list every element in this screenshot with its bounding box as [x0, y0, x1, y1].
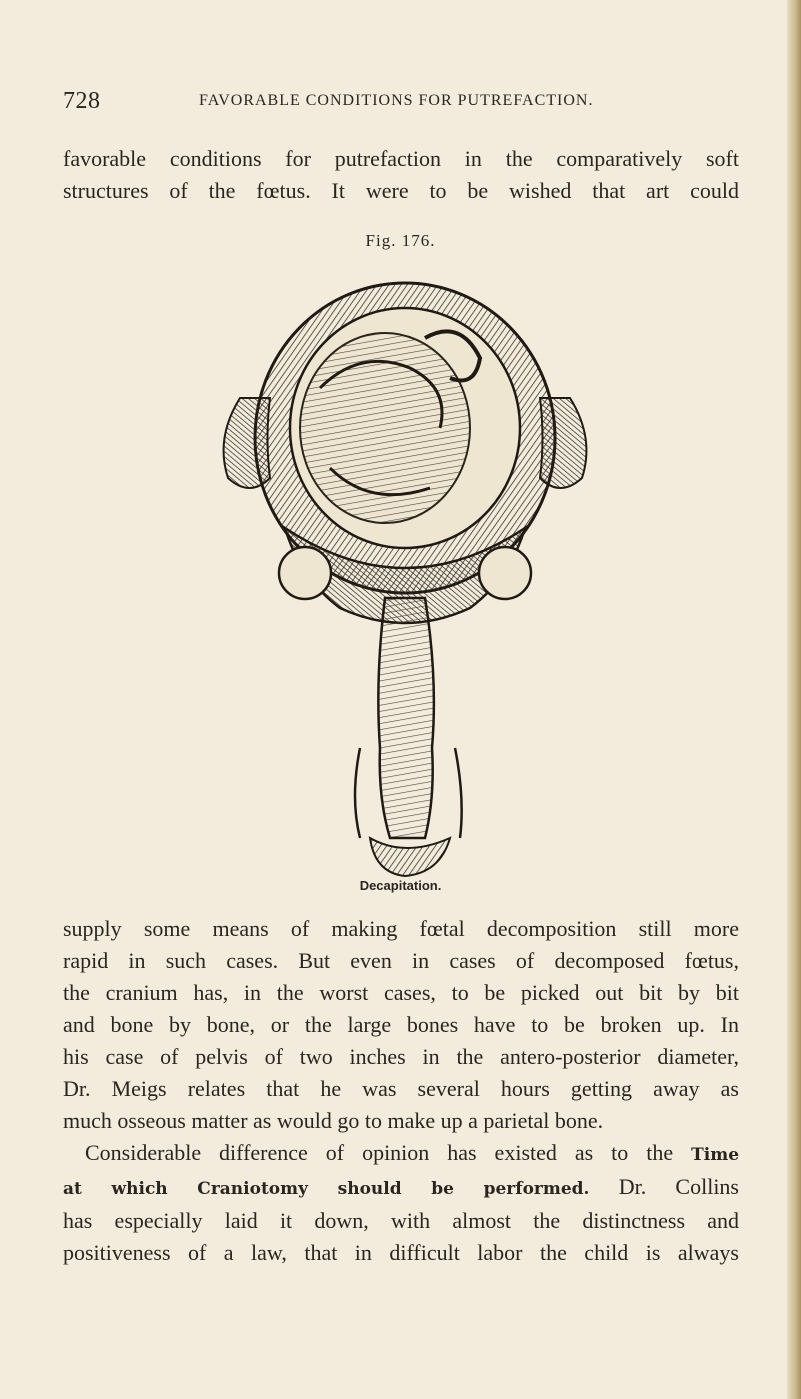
text-line: has especially laid it down, with almost the distinctness and [63, 1208, 739, 1233]
figure-caption: Decapitation. [359, 878, 442, 893]
text-line: the cranium has, in the worst cases, to be picked out bit by bit [63, 980, 739, 1005]
running-title: FAVORABLE CONDITIONS FOR PUTREFACTION. [199, 92, 594, 109]
text-line: rapid in such cases. But even in cases of decomposed fœtus, [63, 948, 739, 973]
bold-term-craniotomy: at which Craniotomy should be performed. [63, 1179, 590, 1199]
page-number: 728 [63, 88, 101, 114]
text-line: supply some means of making fœtal decomposition still more [63, 916, 739, 941]
paragraph-top [63, 143, 739, 207]
text-line: positiveness of a law, that in difficult labor the child is always [63, 1240, 739, 1265]
text-line: his case of pelvis of two inches in the antero-posterior diameter, [63, 1044, 739, 1069]
text-span: Dr. Collins [618, 1174, 739, 1199]
decapitation-illustration [210, 278, 600, 878]
text-line: favorable conditions for putrefaction in the comparatively soft [63, 146, 739, 171]
text-line: Dr. Meigs relates that he was several hours getting away as [63, 1076, 739, 1101]
text-span: Considerable difference of opinion has existed as to the [85, 1140, 674, 1165]
paragraph-bottom [63, 913, 739, 1269]
page-edge [787, 0, 801, 1399]
text-line: much osseous matter as would go to make up a parietal bone. [63, 1108, 604, 1133]
text-line: and bone by bone, or the large bones have to be broken up. In [63, 1012, 739, 1037]
text-line-mixed [63, 1171, 739, 1205]
text-line: structures of the fœtus. It were to be wished that art could [63, 178, 739, 203]
text-line-mixed [63, 1137, 739, 1171]
figure-label: Fig. 176. [365, 231, 436, 250]
bold-term-time: Time [691, 1145, 740, 1165]
